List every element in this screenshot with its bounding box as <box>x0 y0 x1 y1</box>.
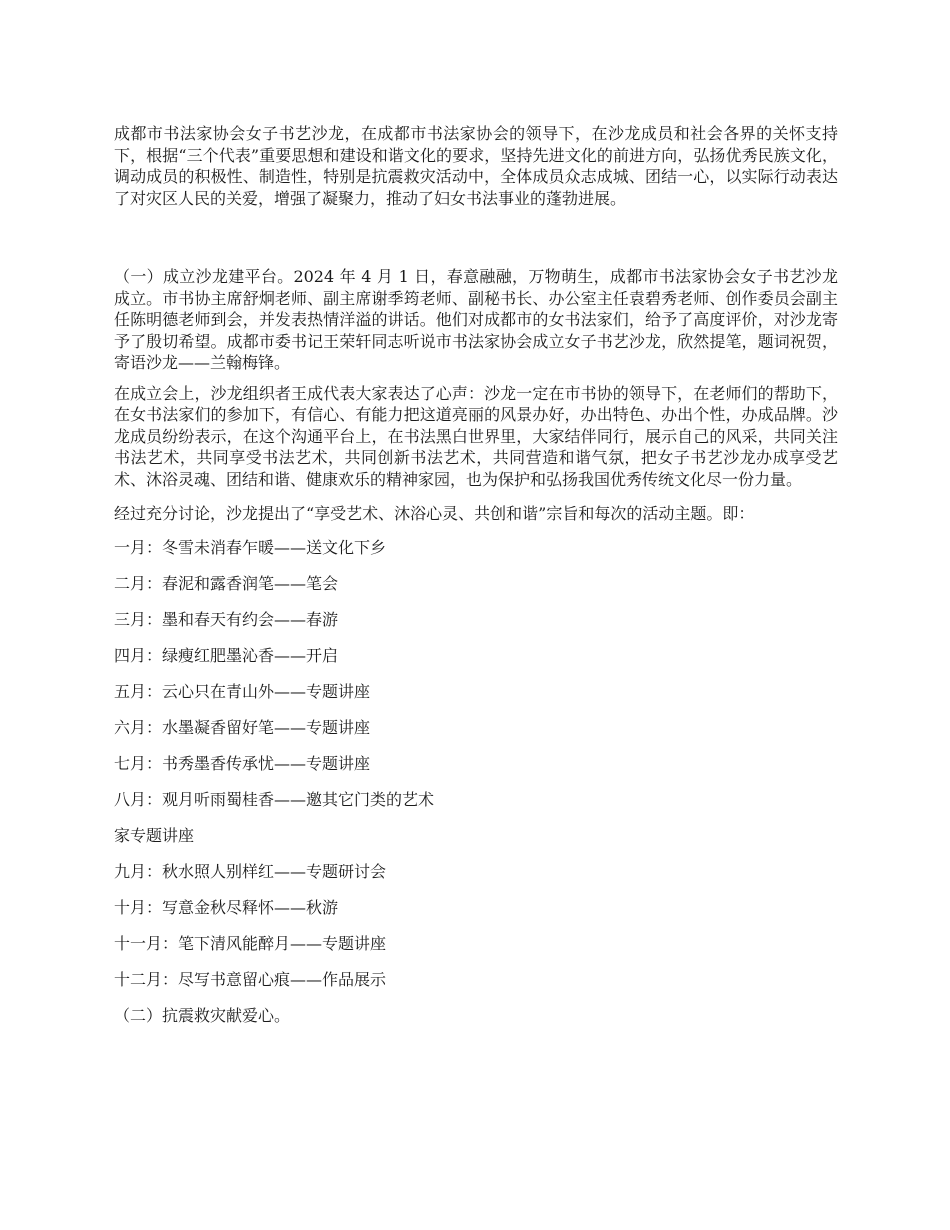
list-item: 五月：云心只在青山外——专题讲座 <box>114 681 371 701</box>
founding-meeting-paragraph: 在成立会上，沙龙组织者王成代表大家表达了心声：沙龙一定在市书协的领导下，在老师们的帮助下，在女书法家们的参加下，有信心、有能力把这道亮丽的风景办好，办出特色、办出个性，办成品牌。沙龙成员纷纷表示，在这个沟通平台上，在书法黑白世界里，大家结伴同行，展示自己的风采，共同关注书法艺术，共同享受书法艺术，共同创新书法艺术，共同营造和谐气氛，把女子书艺沙龙办成享受艺术、沐浴灵魂、团结和谐、健康欢乐的精神家园，也为保护和弘扬我国优秀传统文化尽一份力量。 <box>114 383 838 489</box>
list-item: 四月：绿瘦红肥墨沁香——开启 <box>114 645 339 665</box>
monthly-theme-list <box>114 537 838 1005</box>
purpose-paragraph: 经过充分讨论，沙龙提出了“享受艺术、沐浴心灵、共创和谐”宗旨和每次的活动主题。即： <box>114 504 755 523</box>
list-item: 十二月：尽写书意留心痕——作品展示 <box>114 969 387 989</box>
list-item: 三月：墨和春天有约会——春游 <box>114 609 339 629</box>
list-item: 十月：写意金秋尽释怀——秋游 <box>114 897 339 917</box>
list-item: 七月：书秀墨香传承忧——专题讲座 <box>114 753 371 773</box>
list-item: 一月：冬雪未消春乍暖——送文化下乡 <box>114 537 387 557</box>
list-item: 九月：秋水照人别样红——专题研讨会 <box>114 861 387 881</box>
section-1-paragraph: （一）成立沙龙建平台。2024 年 4 月 1 日，春意融融，万物萌生，成都市书法家协会女子书艺沙龙成立。市书协主席舒炯老师、副主席谢季筠老师、副秘书长、办公室主任袁碧秀老师、创作委员会副主任陈明德老师到会，并发表热情洋溢的讲话。他们对成都市的女书法家们，给予了高度评价，对沙龙寄予了殷切希望。成都市委书记王荣轩同志听说市书法家协会成立女子书艺沙龙，欣然提笔，题词祝贺，寄语沙龙——兰翰梅锋。 <box>114 267 838 372</box>
document-body <box>114 123 838 1026</box>
list-item: 二月：春泥和露香润笔——笔会 <box>114 573 339 593</box>
list-item: 八月：观月听雨蜀桂香——邀其它门类的艺术 <box>114 789 435 809</box>
list-item: 六月：水墨凝香留好笔——专题讲座 <box>114 717 371 737</box>
list-item: 家专题讲座 <box>114 825 195 845</box>
section-2-heading: （二）抗震救灾献爱心。 <box>114 1005 291 1025</box>
intro-paragraph: 成都市书法家协会女子书艺沙龙，在成都市书法家协会的领导下，在沙龙成员和社会各界的关怀支持下，根据“三个代表”重要思想和建设和谐文化的要求，坚持先进文化的前进方向，弘扬优秀民族文化，调动成员的积极性、制造性，特别是抗震救灾活动中，全体成员众志成城、团结一心，以实际行动表达了对灾区人民的关爱，增强了凝聚力，推动了妇女书法事业的蓬勃进展。 <box>114 124 838 208</box>
list-item: 十一月：笔下清风能醉月——专题讲座 <box>114 933 387 953</box>
